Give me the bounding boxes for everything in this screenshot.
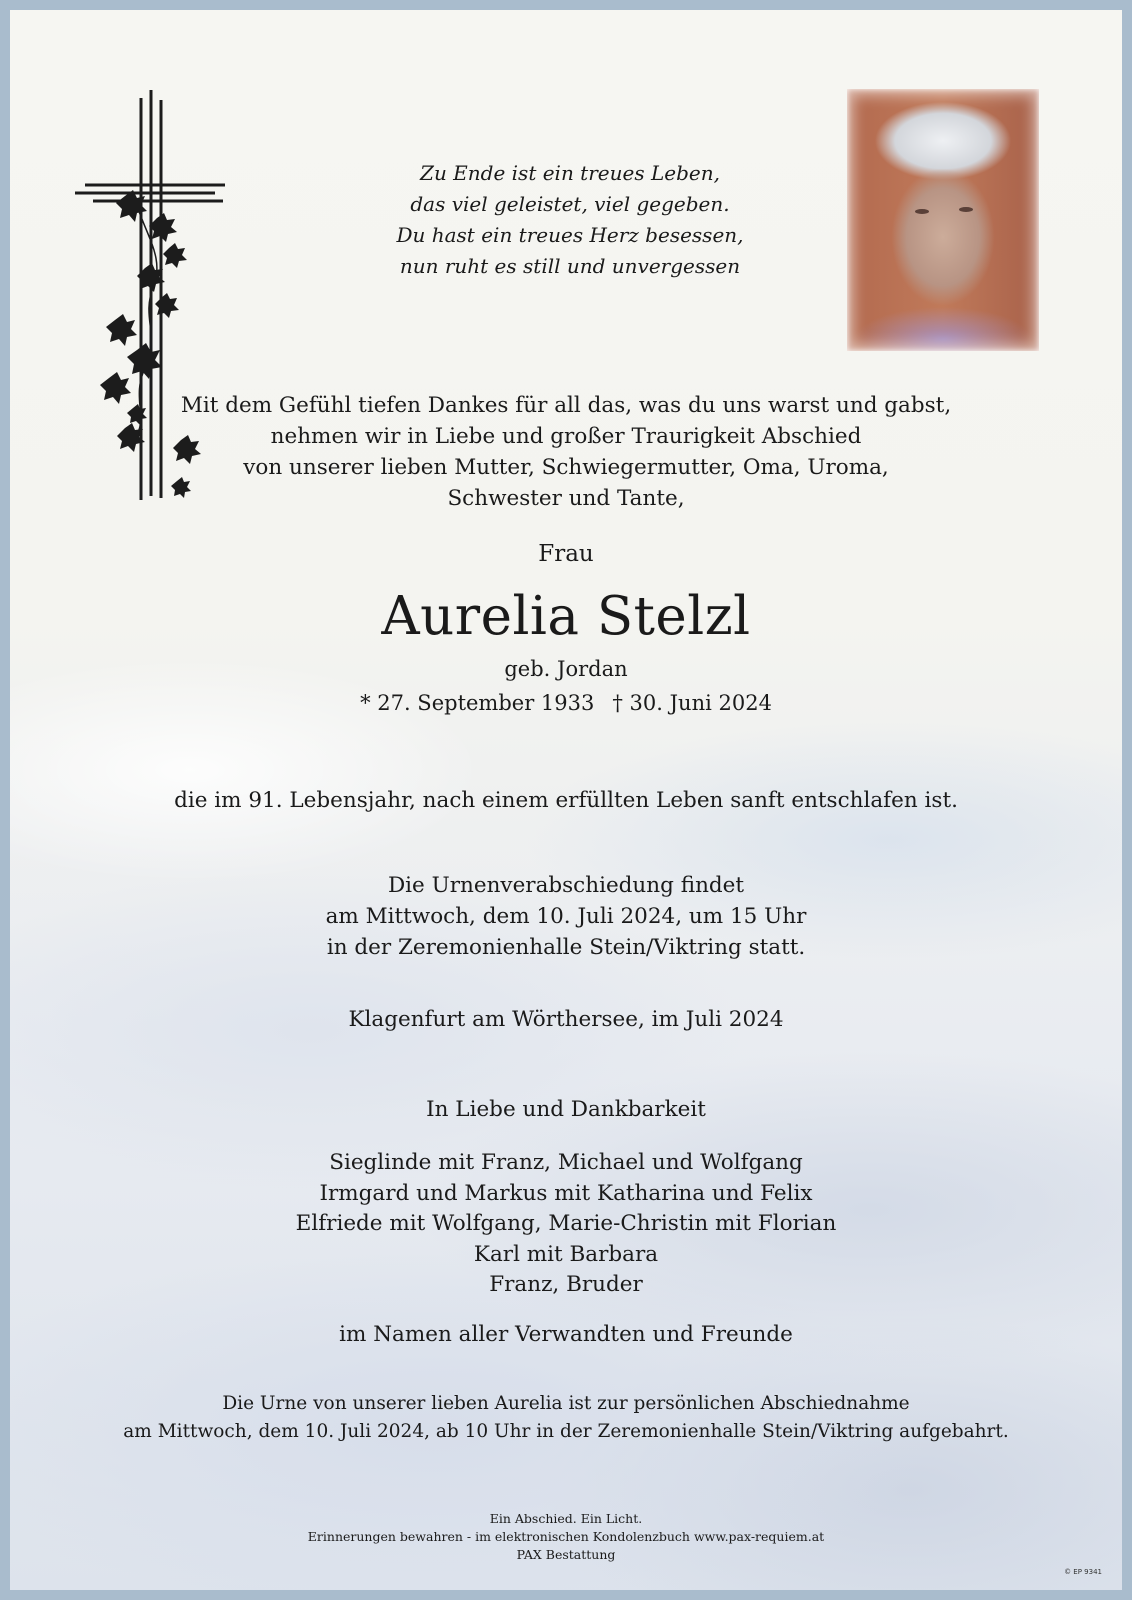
mourner-line: Karl mit Barbara [473, 1241, 659, 1267]
intro-line: von unserer lieben Mutter, Schwiegermutter, Oma, Uroma, [243, 455, 889, 480]
mourners-list [10, 1148, 1122, 1301]
salutation: Frau [538, 541, 594, 567]
closing: In Liebe und Dankbarkeit [426, 1097, 706, 1122]
mourner-line: Sieglinde mit Franz, Michael und Wolfgang [329, 1150, 803, 1175]
intro-line: Mit dem Gefühl tiefen Dankes für all das, was du uns warst und gabst, [180, 393, 952, 418]
death-date: † 30. Juni 2024 [612, 691, 772, 715]
obituary-page [10, 10, 1122, 1590]
copyright-mark: © EP 9341 [1064, 1568, 1102, 1576]
life-dates [10, 688, 1122, 718]
deceased-name: Aurelia Stelzl [381, 586, 751, 647]
notice-line: Die Urne von unserer lieben Aurelia ist zur persönlichen Abschiednahme [222, 1393, 910, 1414]
on-behalf: im Namen aller Verwandten und Freunde [339, 1322, 793, 1347]
ceremony-line: Die Urnenverabschiedung findet [387, 873, 745, 898]
birth-name: geb. Jordan [504, 657, 628, 681]
mourner-line: Irmgard und Markus mit Katharina und Felix [319, 1180, 813, 1206]
footer-line: PAX Bestattung [516, 1547, 616, 1562]
age-line: die im 91. Lebensjahr, nach einem erfüllten Leben sanft entschlafen ist. [174, 788, 958, 813]
intro-line: nehmen wir in Liebe und großer Traurigkeit Abschied [270, 424, 862, 449]
poem-line: Zu Ende ist ein treues Leben, [420, 161, 720, 185]
footer-line: Erinnerungen bewahren - im elektronischen Kondolenzbuch www.pax-requiem.at [307, 1529, 825, 1544]
viewing-notice [10, 1390, 1122, 1446]
intro-text [10, 390, 1122, 514]
poem-line: nun ruht es still und unvergessen [399, 254, 741, 278]
poem-line: Du hast ein treues Herz besessen, [396, 223, 744, 247]
footer-line: Ein Abschied. Ein Licht. [489, 1511, 643, 1526]
ceremony-line: in der Zeremonienhalle Stein/Viktring statt. [326, 935, 806, 960]
mourner-line: Franz, Bruder [489, 1272, 643, 1297]
poem-line: das viel geleistet, viel gegeben. [410, 192, 730, 216]
poem [255, 158, 885, 282]
place-date: Klagenfurt am Wörthersee, im Juli 2024 [348, 1007, 784, 1032]
footer [10, 1510, 1122, 1564]
mourner-line: Elfriede mit Wolfgang, Marie-Christin mit Florian [295, 1211, 837, 1236]
ceremony-info [10, 870, 1122, 963]
notice-line: am Mittwoch, dem 10. Juli 2024, ab 10 Uhr in der Zeremonienhalle Stein/Viktring aufgebahrt. [123, 1421, 1009, 1442]
birth-date: * 27. September 1933 [360, 691, 595, 715]
ceremony-line: am Mittwoch, dem 10. Juli 2024, um 15 Uhr [325, 904, 807, 929]
intro-line: Schwester und Tante, [447, 486, 685, 511]
